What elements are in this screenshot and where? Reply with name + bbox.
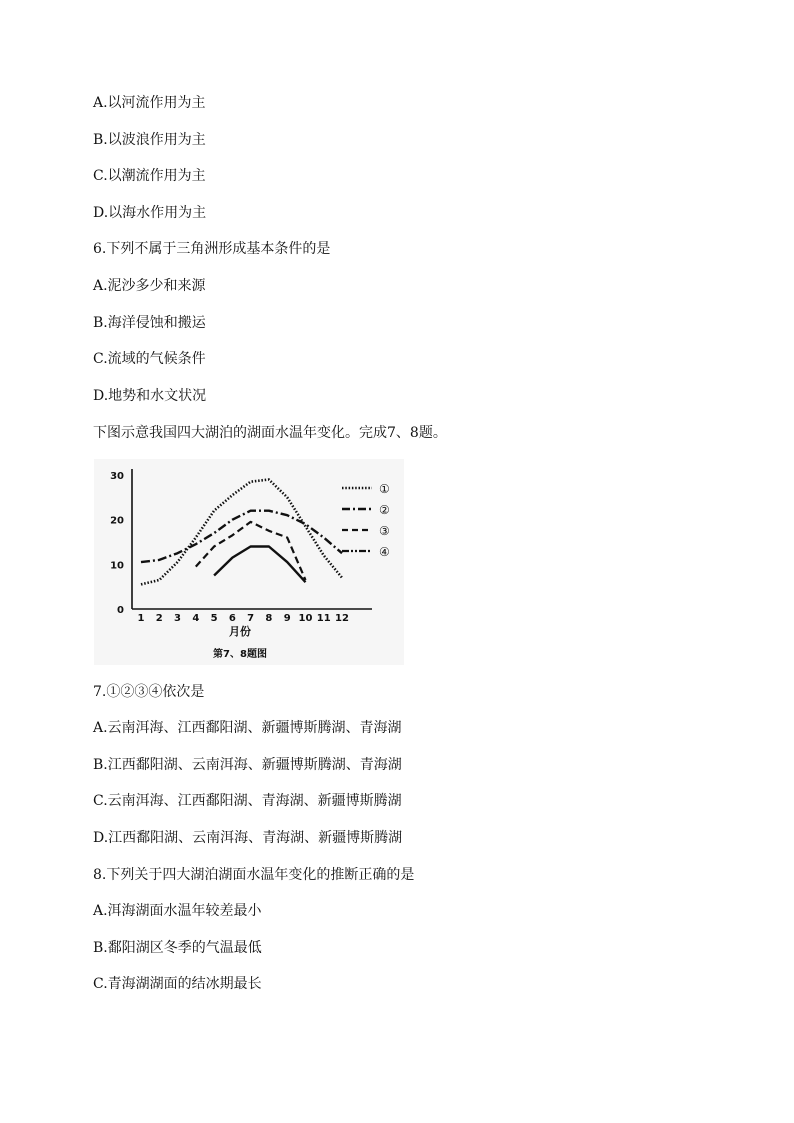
- x-tick-label: 9: [283, 613, 291, 624]
- x-tick-label: 3: [174, 613, 182, 624]
- x-tick-label: 8: [265, 613, 273, 624]
- x-tick-label: 6: [228, 613, 236, 624]
- question-8: 8.下列关于四大湖泊湖面水温年变化的推断正确的是: [93, 867, 415, 883]
- chart-series: [141, 480, 342, 585]
- legend-label: ④: [379, 545, 390, 559]
- chart-svg: [94, 459, 404, 665]
- chart-x-label: 月份: [229, 625, 251, 638]
- x-tick-label: 11: [316, 613, 331, 624]
- series-line: [141, 480, 342, 585]
- option-8c: C.青海湖湖面的结冰期最长: [93, 976, 262, 992]
- option-6c: C.流域的气候条件: [93, 351, 206, 367]
- option-5d: D.以海水作用为主: [93, 205, 207, 221]
- x-tick-label: 7: [247, 613, 255, 624]
- series-line: [214, 547, 305, 583]
- question-7: 7.①②③④依次是: [93, 684, 205, 700]
- option-5b: B.以波浪作用为主: [93, 132, 206, 148]
- x-tick-label: 10: [298, 613, 313, 624]
- y-tick-label: 20: [110, 515, 124, 527]
- legend-label: ①: [379, 482, 390, 496]
- y-tick-label: 30: [110, 471, 124, 482]
- legend-label: ③: [379, 524, 390, 538]
- option-6b: B.海洋侵蚀和搬运: [93, 315, 206, 331]
- option-7c: C.云南洱海、江西鄱阳湖、青海湖、新疆博斯腾湖: [93, 793, 402, 809]
- chart-legend: [342, 482, 390, 559]
- x-tick-label: 2: [155, 613, 163, 624]
- option-6d: D.地势和水文状况: [93, 388, 207, 404]
- option-8a: A.洱海湖面水温年较差最小: [93, 903, 262, 919]
- x-tick-label: 1: [137, 613, 145, 624]
- y-tick-label: 10: [110, 560, 124, 572]
- lake-temperature-chart: [94, 459, 404, 665]
- option-5c: C.以潮流作用为主: [93, 168, 206, 184]
- option-7d: D.江西鄱阳湖、云南洱海、青海湖、新疆博斯腾湖: [93, 830, 403, 846]
- series-line: [196, 522, 306, 580]
- x-tick-label: 5: [210, 613, 218, 624]
- x-tick-label: 4: [192, 613, 200, 624]
- option-8b: B.鄱阳湖区冬季的气温最低: [93, 940, 262, 956]
- option-5a: A.以河流作用为主: [93, 95, 206, 111]
- legend-label: ②: [379, 503, 390, 517]
- chart-axes: [110, 469, 372, 624]
- x-tick-label: 12: [335, 613, 349, 624]
- option-7a: A.云南洱海、江西鄱阳湖、新疆博斯腾湖、青海湖: [93, 720, 402, 736]
- y-tick-label: 0: [117, 605, 124, 616]
- option-7b: B.江西鄱阳湖、云南洱海、新疆博斯腾湖、青海湖: [93, 757, 402, 773]
- question-6: 6.下列不属于三角洲形成基本条件的是: [93, 241, 331, 257]
- chart-title: 第7、8题图: [213, 649, 267, 660]
- option-6a: A.泥沙多少和来源: [93, 278, 206, 294]
- figure-intro: 下图示意我国四大湖泊的湖面水温年变化。完成7、8题。: [93, 425, 447, 441]
